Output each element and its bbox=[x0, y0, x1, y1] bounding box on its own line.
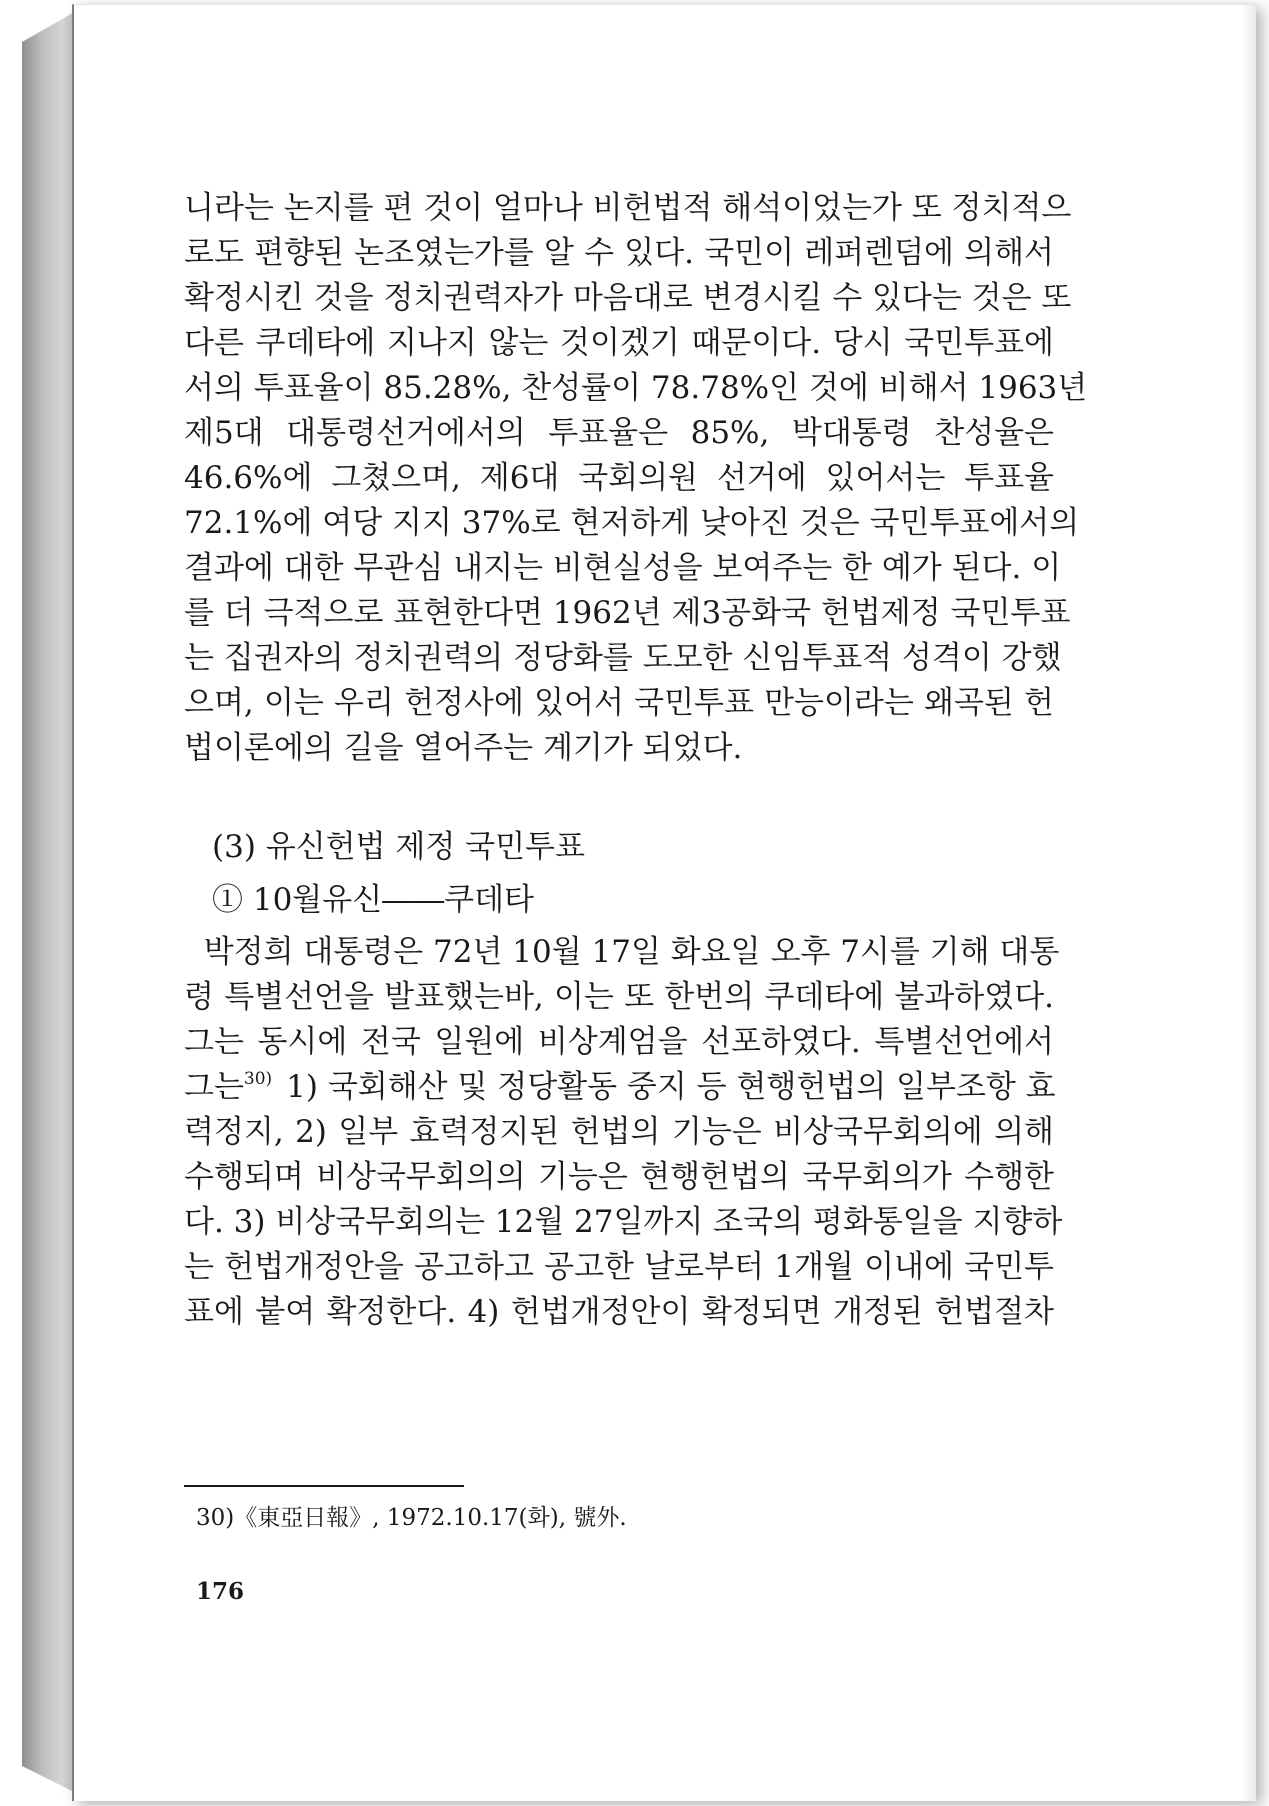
text-line bbox=[184, 1061, 1054, 1106]
text-line: 법이론에의 길을 열어주는 계기가 되었다. bbox=[184, 730, 743, 766]
text-line: 는 헌법개정안을 공고하고 공고한 날로부터 1개월 이내에 국민투 bbox=[184, 1249, 1054, 1285]
text-line: 제5대 대통령선거에서의 투표율은 85%, 박대통령 찬성율은 bbox=[184, 415, 1054, 451]
book-spine bbox=[22, 10, 78, 1794]
footnote-reference[interactable]: 30) bbox=[243, 1069, 273, 1089]
text-line: 72.1%에 여당 지지 37%로 현저하게 낮아진 것은 국민투표에서의 bbox=[184, 505, 1080, 541]
text-fragment bbox=[184, 1061, 272, 1106]
text-line: 46.6%에 그쳤으며, 제6대 국회의원 선거에 있어서는 투표율 bbox=[184, 460, 1054, 496]
text-line: 그는 동시에 전국 일원에 비상계엄을 선포하였다. 특별선언에서 bbox=[184, 1024, 1054, 1060]
text-line: 력정지, 2) 일부 효력정지된 헌법의 기능은 비상국무회의에 의해 bbox=[184, 1114, 1054, 1150]
text-line: 표에 붙여 확정한다. 4) 헌법개정안이 확정되면 개정된 헌법절차 bbox=[184, 1294, 1054, 1330]
section-heading: (3) 유신헌법 제정 국민투표 bbox=[212, 829, 585, 865]
text-line: 결과에 대한 무관심 내지는 비현실성을 보여주는 한 예가 된다. 이 bbox=[184, 550, 1062, 586]
subsection-heading: ① 10월유신――쿠데타 bbox=[212, 881, 534, 918]
text-line: 으며, 이는 우리 헌정사에 있어서 국민투표 만능이라는 왜곡된 헌 bbox=[184, 685, 1054, 721]
text-line: 령 특별선언을 발표했는바, 이는 또 한번의 쿠데타에 불과하였다. bbox=[184, 979, 1054, 1015]
paragraph-1 bbox=[184, 182, 1088, 767]
page-number: 176 bbox=[196, 1578, 245, 1605]
body-text bbox=[184, 182, 1088, 1331]
text-line: 는 집권자의 정치권력의 정당화를 도모한 신임투표적 성격이 강했 bbox=[184, 640, 1062, 676]
text-line: 확정시킨 것을 정치권력자가 마음대로 변경시킬 수 있다는 것은 또 bbox=[184, 280, 1072, 316]
paragraph-2 bbox=[184, 926, 1063, 1331]
text-line: 수행되며 비상국무회의의 기능은 현행헌법의 국무회의가 수행한 bbox=[184, 1159, 1054, 1195]
text-line: 로도 편향된 논조였는가를 알 수 있다. 국민이 레퍼렌덤에 의해서 bbox=[184, 235, 1054, 271]
text-fragment: 그는 bbox=[184, 1069, 244, 1105]
text-line: 를 더 극적으로 표현한다면 1962년 제3공화국 헌법제정 국민투표 bbox=[184, 595, 1071, 631]
text-line: 다른 쿠데타에 지나지 않는 것이겠기 때문이다. 당시 국민투표에 bbox=[184, 325, 1054, 361]
text-line: 니라는 논지를 편 것이 얼마나 비헌법적 해석이었는가 또 정치적으 bbox=[184, 190, 1072, 226]
text-fragment: 1) 국회해산 및 정당활동 중지 등 현행헌법의 일부조항 효 bbox=[286, 1069, 1056, 1105]
footnote-divider bbox=[184, 1485, 464, 1487]
text-line: 박정희 대통령은 72년 10월 17일 화요일 오후 7시를 기해 대통 bbox=[184, 934, 1060, 970]
text-line: 다. 3) 비상국무회의는 12월 27일까지 조국의 평화통일을 지향하 bbox=[184, 1204, 1063, 1240]
page-edge bbox=[1242, 5, 1256, 1801]
text-line: 서의 투표율이 85.28%, 찬성률이 78.78%인 것에 비해서 1963년 bbox=[184, 370, 1088, 406]
footnote: 30)《東亞日報》, 1972.10.17(화), 號外. bbox=[196, 1505, 627, 1531]
paragraph-gap bbox=[184, 767, 1054, 821]
